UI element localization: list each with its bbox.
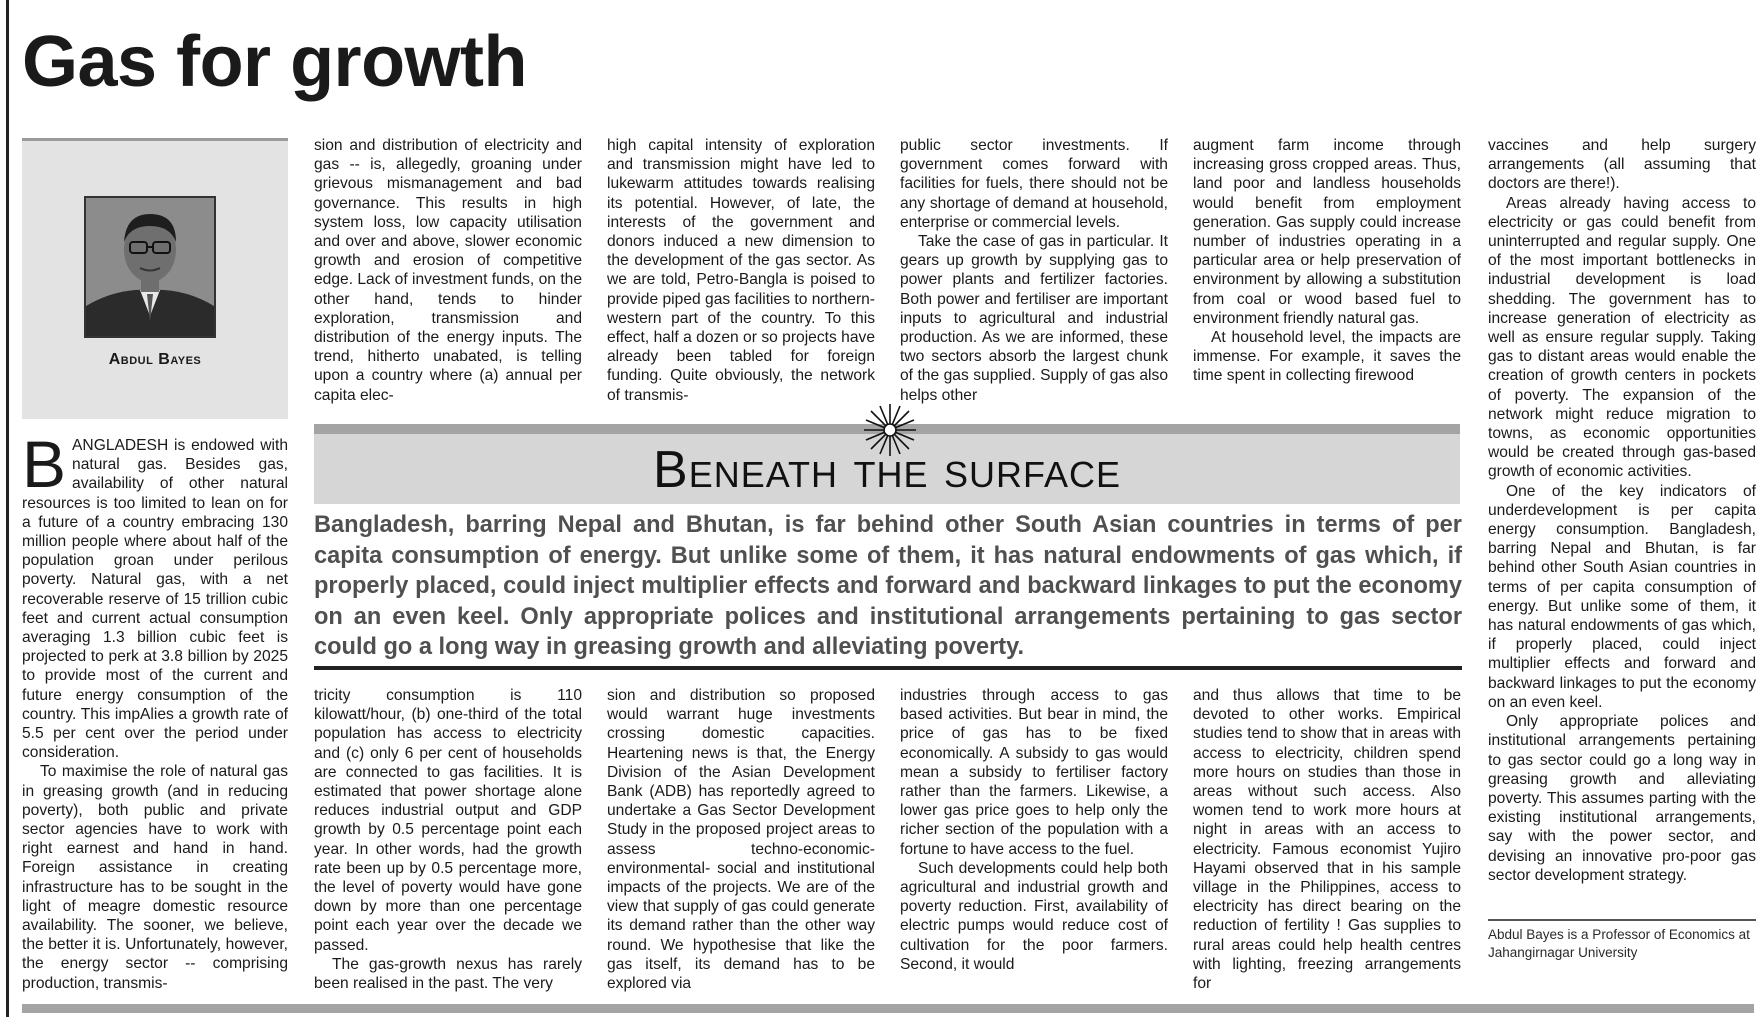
- pull-quote-rule: [314, 666, 1462, 670]
- bio-rule: [1488, 919, 1756, 921]
- paragraph: sion and distribution so proposed would warrant huge investments crossing domestic capacities. Heartening news is that, the Energy Division of the Asian Development Bank (ADB) has reportedly agreed to undertake a Gas Sector Development Study in the proposed project areas to assess techno-economic-environmental- social and institutional impacts of the projects. We are of the view that supply of gas could generate its demand rather than the other way round. We hypothesise that like the gas itself, its demand has to be explored via: [607, 687, 875, 993]
- article-column-2-bottom: [314, 686, 582, 993]
- page-bottom-bar: [22, 1004, 1754, 1013]
- article-column-5-bottom: [1193, 686, 1461, 993]
- paragraph: Areas already having access to electricity or gas could benefit from uninterrupted and regular supply. One of the most important bottlenecks in industrial development is load shedding. The government has to increase generation of electricity as well as ensure regular supply. Taking gas to distant areas would enable the creation of growth centers in pockets of poverty. The expansion of the network might reduce migration to towns, as economic opportunities would be created through gas-based growth of economic activities.: [1488, 194, 1756, 481]
- article-column-6: [1488, 136, 1756, 885]
- paragraph: To maximise the role of natural gas in greasing growth (and in reducing poverty), both public and private sector agencies have to work with right earnest and hand in hand. Foreign assistance in creating infrastructure has to be sought in the light of meagre domestic resource availability. The sooner, we believe, the better it is. Unfortunately, however, the energy sector -- comprising production, transmis-: [22, 763, 288, 992]
- article-column-4-top: [900, 136, 1168, 405]
- author-name: Abdul Bayes: [108, 351, 202, 368]
- article-column-4-bottom: [900, 686, 1168, 974]
- paragraph: industries through access to gas based activities. But bear in mind, the price of gas has to be fixed economically. A subsidy to gas would mean a subsidy to fertiliser factory rather than the farmers. Likewise, a lower gas price goes to help only the richer section of the population with a fortune to have access to the fuel.: [900, 687, 1168, 858]
- starburst-icon: [864, 404, 916, 456]
- author-box: [22, 138, 288, 419]
- paragraph-text: ANGLADESH is endowed with natural gas. Besides gas, availability of other natural resources is too limited to lean on for a future of a country embracing 130 million people where about half of the population groan under perilous poverty. Natural gas, with a net recoverable reserve of 15 trillion cubic feet and current actual consumption averaging 1.3 billion cubic feet is projected to perk at 3.8 billion by 2025 to provide most of the current and future energy consumption of the country. This impAlies a growth rate of 5.5 per cent over the period under consideration.: [22, 437, 288, 762]
- paragraph: At household level, the impacts are immense. For example, it saves the time spent in collecting firewood: [1193, 329, 1461, 385]
- paragraph: Such developments could help both agricultural and industrial growth and poverty reduction. First, availability of electric pumps would reduce cost of cultivation for the poor farmers. Second, it would: [900, 859, 1168, 973]
- article-column-3-bottom: [607, 686, 875, 993]
- author-portrait-icon: [84, 196, 216, 338]
- paragraph: The gas-growth nexus has rarely been realised in the past. The very: [314, 955, 582, 993]
- paragraph: Only appropriate polices and institutional arrangements pertaining to gas sector could go a long way in greasing growth and alleviating poverty. This assumes parting with the existing institutional arrangements, say with the power sector, and devising an innovative pro-poor gas sector development strategy.: [1488, 713, 1756, 884]
- section-heading: Beneath the surface: [653, 441, 1121, 499]
- paragraph: sion and distribution of electricity and gas -- is, allegedly, groaning under grievous mismanagement and bad governance. This results in high system loss, low capacity utilisation and over and above, slower economic growth and erosion of competitive edge. Lack of investment funds, on the other hand, tends to hinder exploration, transmission and distribution of the energy inputs. The trend, hitherto unabated, is telling upon a country where (a) annual per capita elec-: [314, 137, 582, 404]
- article-column-1: [22, 427, 288, 993]
- article-column-3-top: [607, 136, 875, 405]
- paragraph: and thus allows that time to be devoted to other works. Empirical studies tend to show that in areas with access to electricity, children spend more hours on studies than those in areas without such access. Also women tend to work more hours at night in areas with an access to electricity. Famous economist Yujiro Hayami observed that in his sample village in the Philippines, access to electricity has direct bearing on the reduction of fertility ! Gas supplies to rural areas could help health centres with lighting, freezing arrangements for: [1193, 687, 1461, 993]
- page-edge-rule: [6, 0, 9, 1017]
- paragraph: One of the key indicators of underdevelopment is per capita energy consumption. Bangladesh, barring Nepal and Bhutan, is far behind other South Asian countries in terms of per capita consumption of energy. But unlike some of them, it has natural endowments of gas which, if properly placed, could inject multiplier effects and forward and backward linkages to put the economy on an even keel.: [1488, 482, 1756, 711]
- article-title: Gas for growth: [22, 22, 528, 102]
- lead-paragraph: [22, 427, 288, 762]
- paragraph: augment farm income through increasing gross cropped areas. Thus, land poor and landless households would benefit from employment generation. Gas supply could increase number of industries operating in a particular area or help preservation of environment by allowing a substitution from coal or wood based fuel to environment friendly natural gas.: [1193, 137, 1461, 327]
- pull-quote: Bangladesh, barring Nepal and Bhutan, is far behind other South Asian countries in terms of per capita consumption of energy. But unlike some of them, it has natural endowments of gas which, if properly placed, could inject multiplier effects and forward and backward linkages to put the economy on an even keel. Only appropriate polices and institutional arrangements pertaining to gas sector could go a long way in greasing growth and alleviating poverty.: [314, 512, 1462, 660]
- article-column-5-top: [1193, 136, 1461, 386]
- paragraph: public sector investments. If government comes forward with facilities for fuels, there should not be any shortage of demand at household, enterprise or commercial levels.: [900, 137, 1168, 231]
- paragraph: high capital intensity of exploration and transmission might have led to lukewarm attitudes towards realising its potential. However, of late, the interests of the government and donors induced a new dimension to the development of the gas sector. As we are told, Petro-Bangla is poised to provide piped gas facilities to northern-western part of the country. To this effect, half a dozen or so projects have already been tabled for foreign funding. Quite obviously, the network of transmis-: [607, 137, 875, 404]
- author-bio: Abdul Bayes is a Professor of Economics at Jahangirnagar University: [1488, 927, 1750, 960]
- article-column-2-top: [314, 136, 582, 405]
- paragraph: tricity consumption is 110 kilowatt/hour, (b) one-third of the total population has access to electricity and (c) only 6 per cent of households are connected to gas facilities. It is estimated that power shortage alone reduces industrial output and GDP growth by 0.5 percentage point each year. In other words, had the growth rate been up by 0.5 percentage more, the level of poverty would have gone down by more than one percentage point each year over the decade we passed.: [314, 687, 582, 954]
- paragraph: Take the case of gas in particular. It gears up growth by supplying gas to power plants and fertilizer factories. Both power and fertiliser are important inputs to agricultural and industrial production. As we are informed, these two sectors absorb the largest chunk of the gas supplied. Supply of gas also helps other: [900, 233, 1168, 404]
- paragraph: vaccines and help surgery arrangements (all assuming that doctors are there!).: [1488, 137, 1756, 193]
- drop-cap: B: [22, 427, 67, 501]
